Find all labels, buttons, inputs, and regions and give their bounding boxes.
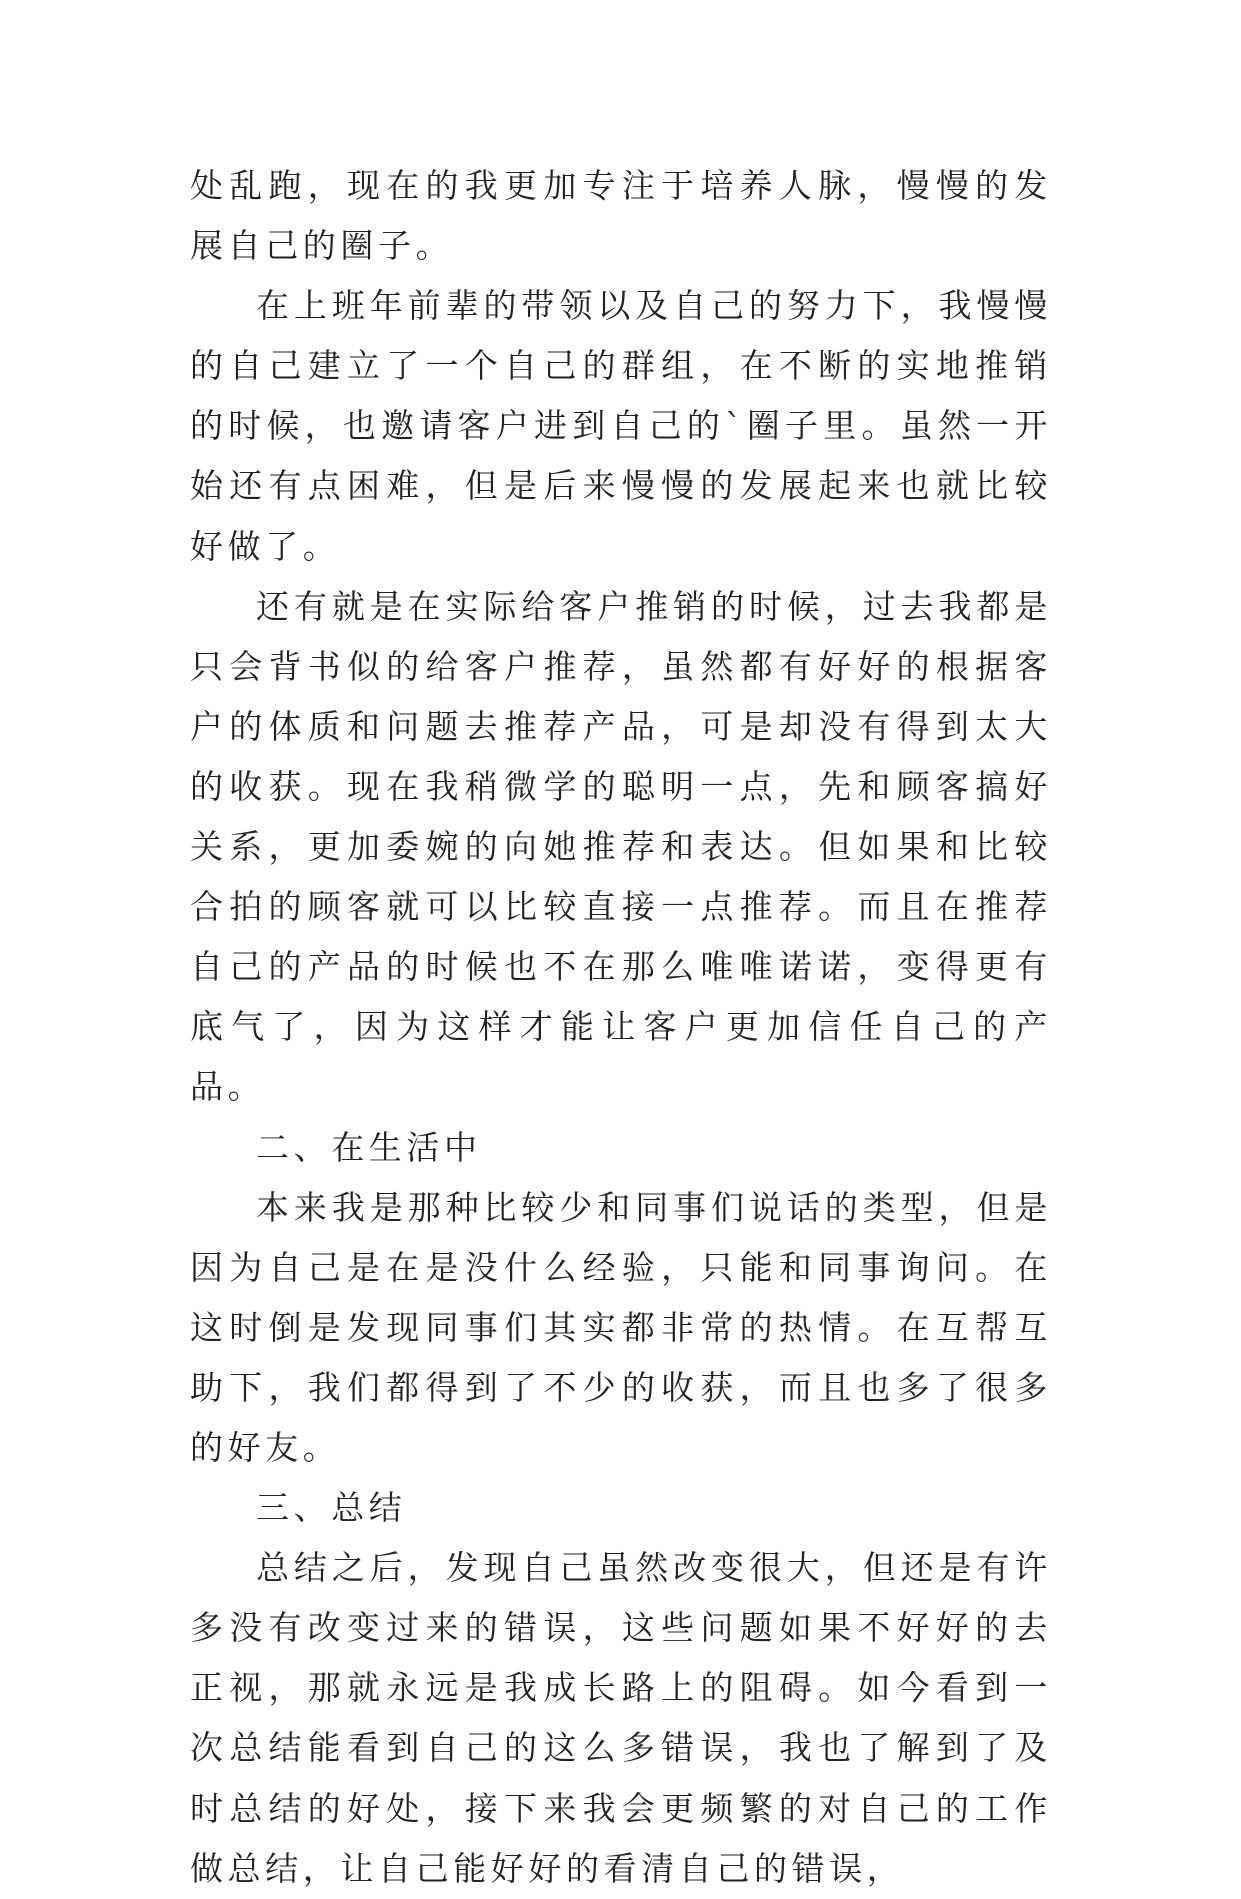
paragraph-group-building: 在上班年前辈的带领以及自己的努力下，我慢慢的自己建立了一个自己的群组，在不断的实地推销的时候，也邀请客户进到自己的`圈子里。虽然一开始还有点困难，但是后来慢慢的发展起来也就比较好做了。 <box>190 286 1052 566</box>
paragraph-continuation: 处乱跑，现在的我更加专注于培养人脉，慢慢的发展自己的圈子。 <box>190 166 1052 266</box>
paragraph-summary: 总结之后，发现自己虽然改变很大，但还是有许多没有改变过来的错误，这些问题如果不好好的去正视，那就永远是我成长路上的阻碍。如今看到一次总结能看到自己的这么多错误，我也了解到了及时总结的好处，接下来我会更频繁的对自己的工作做总结，让自己能好好的看清自己的错误， <box>190 1548 1052 1888</box>
document-body <box>190 156 1052 1899</box>
paragraph-colleagues: 本来我是那种比较少和同事们说话的类型，但是因为自己是在是没什么经验，只能和同事询问。在这时倒是发现同事们其实都非常的热情。在互帮互助下，我们都得到了不少的收获，而且也多了很多的好友。 <box>190 1187 1052 1467</box>
paragraph-sales-approach: 还有就是在实际给客户推销的时候，过去我都是只会背书似的给客户推荐，虽然都有好好的根据客户的体质和问题去推荐产品，可是却没有得到太大的收获。现在我稍微学的聪明一点，先和顾客搞好关系，更加委婉的向她推荐和表达。但如果和比较合拍的顾客就可以比较直接一点推荐。而且在推荐自己的产品的时候也不在那么唯唯诺诺，变得更有底气了，因为这样才能让客户更加信任自己的产品。 <box>190 586 1052 1107</box>
section-heading-life: 二、在生活中 <box>256 1127 482 1167</box>
section-heading-summary: 三、总结 <box>256 1488 407 1528</box>
